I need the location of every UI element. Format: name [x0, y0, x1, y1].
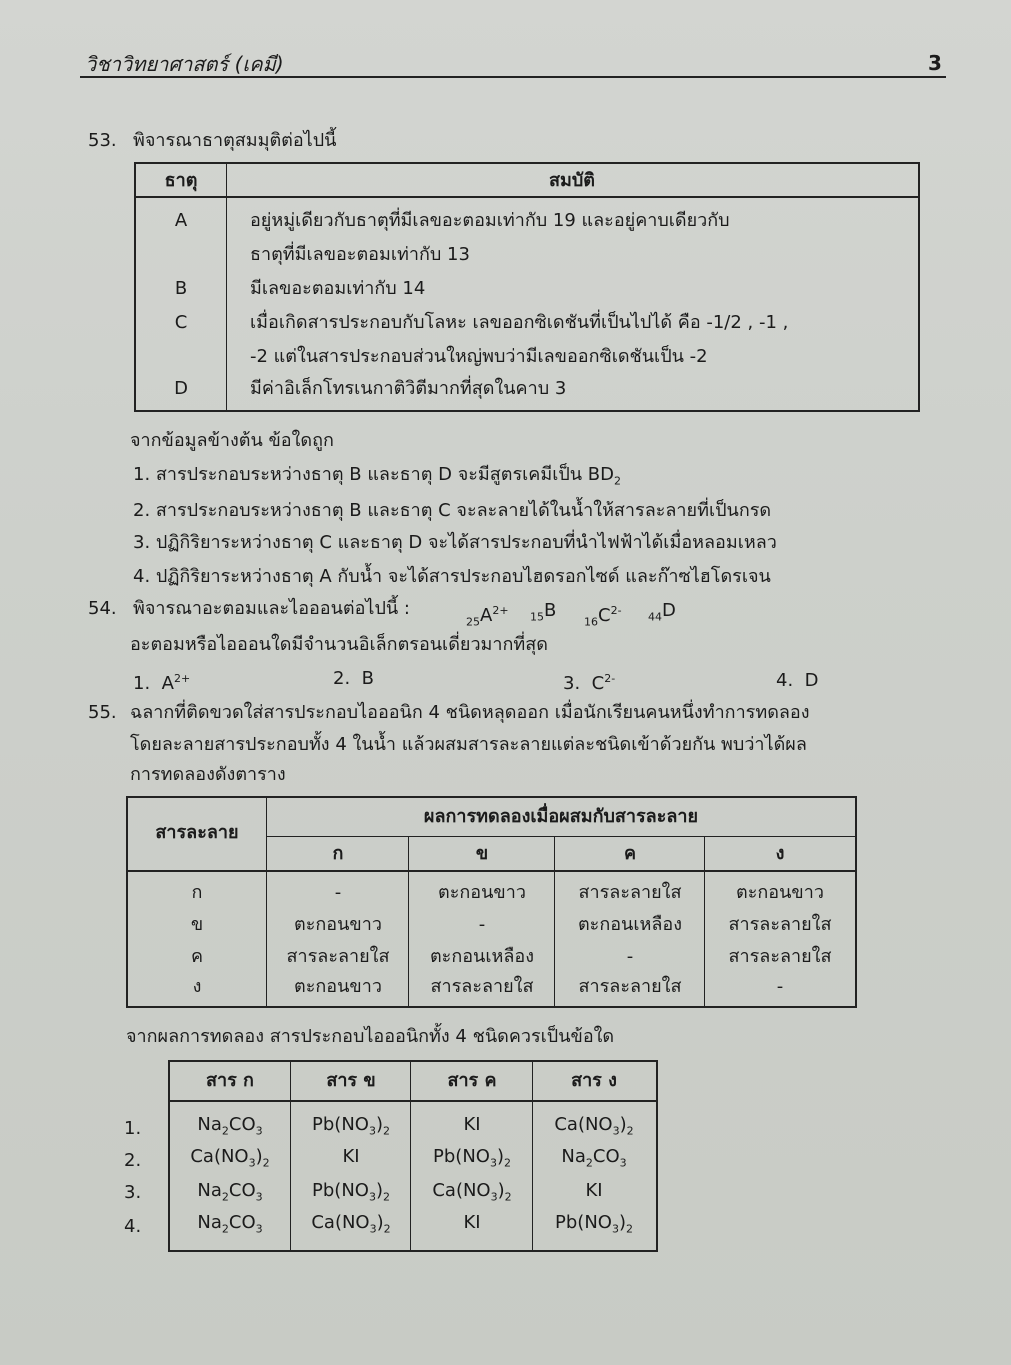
q53-choice-4: 4. ปฏิกิริยาระหว่างธาตุ A กับน้ำ จะได้สารประกอบไฮดรอกไซด์ และก๊าซไฮโดรเจน — [133, 566, 771, 587]
q55-results-col-ngo: ง — [775, 843, 785, 864]
q55-line1: ฉลากที่ติดขวดใส่สารประกอบไอออนิก 4 ชนิดหลุดออก เมื่อนักเรียนคนหนึ่งทำการทดลอง — [130, 702, 810, 723]
q55-answer-col-rule-3 — [532, 1060, 533, 1250]
q53-choice-2: 2. สารประกอบระหว่างธาตุ B และธาตุ C จะละลายได้ในน้ำให้สารละลายที่เป็นกรด — [133, 500, 772, 521]
q55-answer-row-number: 2. — [124, 1150, 142, 1171]
q55-results-col-kho-khwai: ค — [623, 843, 637, 864]
q55-results-cell: ตะกอนเหลือง — [429, 946, 535, 967]
q53-number: 53. — [88, 130, 117, 151]
q55-answer-formula: KI — [463, 1114, 481, 1135]
q55-results-cell: สารละลายใส — [728, 946, 832, 967]
q55-results-group-rule — [266, 836, 855, 837]
q55-answer-col-ko: สาร ก — [206, 1070, 254, 1091]
q55-results-col-rule-2 — [554, 836, 555, 1006]
q55-lead: จากผลการทดลอง สารประกอบไอออนิกทั้ง 4 ชนิดควรเป็นข้อใด — [126, 1026, 615, 1047]
q53-row-C-element: C — [174, 312, 188, 333]
q55-results-cell: - — [334, 882, 342, 903]
q54-choice-1: 1. $A^{2+}$ — [133, 672, 191, 694]
q53-row-C-line2: -2 แต่ในสารประกอบส่วนใหญ่พบว่ามีเลขออกซิเดชันเป็น -2 — [250, 346, 708, 367]
q55-results-cell: - — [478, 914, 486, 935]
q55-answer-formula: $Pb(NO_3)_2$ — [433, 1146, 511, 1170]
q55-results-cell: ตะกอนขาว — [736, 882, 824, 903]
q53-lead: จากข้อมูลข้างต้น ข้อใดถูก — [130, 430, 334, 451]
q55-answer-formula: $Ca(NO_3)_2$ — [554, 1114, 634, 1138]
q55-results-col-kho: ข — [475, 843, 489, 864]
page-number: 3 — [928, 51, 942, 75]
q54-line2: อะตอมหรือไอออนใดมีจำนวนอิเล็กตรอนเดี่ยวมากที่สุด — [130, 634, 548, 655]
q55-results-grouphead: ผลการทดลองเมื่อผสมกับสารละลาย — [423, 806, 699, 827]
q54-number: 54. — [88, 598, 117, 619]
q55-results-cell: สารละลายใส — [286, 946, 390, 967]
q55-results-col-rule-1 — [408, 836, 409, 1006]
q54-species-C: $_{16}C^{2-}$ — [584, 604, 622, 629]
q55-answer-formula: $Ca(NO_3)_2$ — [190, 1146, 270, 1170]
q53-row-A-line2: ธาตุที่มีเลขอะตอมเท่ากับ 13 — [250, 244, 470, 265]
q55-results-row-label: ง — [192, 976, 202, 997]
q55-results-header-rule — [126, 870, 855, 872]
q53-row-A-element: A — [174, 210, 188, 231]
q54-species-B: $_{15}$B — [530, 600, 557, 624]
q55-answer-formula: $Na_2CO_3$ — [197, 1212, 263, 1236]
q55-number: 55. — [88, 702, 117, 723]
q55-answer-header-rule — [168, 1100, 656, 1102]
q53-table-header-rule — [134, 196, 918, 198]
q55-results-cell: - — [776, 976, 784, 997]
subject-title: วิชาวิทยาศาสตร์ (เคมี) — [85, 52, 284, 76]
q55-results-cell: ตะกอนเหลือง — [577, 914, 683, 935]
q55-answer-formula: $Na_2CO_3$ — [561, 1146, 627, 1170]
q55-answer-formula: $Pb(NO_3)_2$ — [312, 1114, 390, 1138]
q55-results-cell: สารละลายใส — [430, 976, 534, 997]
q53-row-D-line1: มีค่าอิเล็กโทรเนกาติวิตีมากที่สุดในคาบ 3 — [250, 378, 567, 399]
q53-choice-1: 1. สารประกอบระหว่างธาตุ B และธาตุ D จะมีสูตรเคมีเป็น $BD_2$ — [133, 464, 622, 488]
q53-row-B-line1: มีเลขอะตอมเท่ากับ 14 — [250, 278, 426, 299]
q55-results-rowhead: สารละลาย — [155, 822, 239, 843]
q53-row-B-element: B — [174, 278, 188, 299]
q55-results-col-ko: ก — [332, 843, 344, 864]
q55-answer-formula: KI — [342, 1146, 360, 1167]
q55-results-cell: - — [626, 946, 634, 967]
q53-choice-3: 3. ปฏิกิริยาระหว่างธาตุ C และธาตุ D จะได้สารประกอบที่นำไฟฟ้าได้เมื่อหลอมเหลว — [133, 532, 777, 553]
q54-species-A: $_{25}A^{2+}$ — [466, 604, 509, 629]
q55-answer-col-kho: สาร ข — [326, 1070, 376, 1091]
q55-results-cell: ตะกอนขาว — [294, 976, 382, 997]
q55-answer-formula: KI — [585, 1180, 603, 1201]
q55-answer-formula: $Ca(NO_3)_2$ — [432, 1180, 512, 1204]
q55-results-col-rule-3 — [704, 836, 705, 1006]
q55-answer-formula: KI — [463, 1212, 481, 1233]
q55-results-cell: สารละลายใส — [578, 976, 682, 997]
header-rule — [80, 76, 946, 78]
q54-choice-4: 4. D — [776, 670, 819, 691]
q53-col-element: ธาตุ — [164, 170, 198, 191]
q54-choice-3: 3. $C^{2-}$ — [563, 672, 616, 694]
q53-row-A-line1: อยู่หมู่เดียวกับธาตุที่มีเลขอะตอมเท่ากับ 19 และอยู่คาบเดียวกับ — [250, 210, 730, 231]
q55-answer-formula: $Pb(NO_3)_2$ — [555, 1212, 633, 1236]
q55-results-rowhead-rule — [266, 796, 267, 1006]
q55-results-row-label: ก — [191, 882, 203, 903]
q55-answer-formula: $Ca(NO_3)_2$ — [311, 1212, 391, 1236]
q55-answer-formula: $Pb(NO_3)_2$ — [312, 1180, 390, 1204]
q55-answer-col-rule-1 — [290, 1060, 291, 1250]
q55-line3: การทดลองดังตาราง — [130, 764, 286, 785]
q53-row-D-element: D — [174, 378, 188, 399]
q53-col-property: สมบัติ — [549, 170, 595, 191]
q53-row-C-line1: เมื่อเกิดสารประกอบกับโลหะ เลขออกซิเดชันที่เป็นไปได้ คือ -1/2 , -1 , — [250, 312, 789, 333]
q55-answer-row-number: 4. — [124, 1216, 142, 1237]
q54-species-D: $_{44}$D — [648, 600, 676, 624]
q55-results-cell: ตะกอนขาว — [438, 882, 526, 903]
q55-answer-formula: $Na_2CO_3$ — [197, 1180, 263, 1204]
q55-results-cell: ตะกอนขาว — [294, 914, 382, 935]
q54-stem: พิจารณาอะตอมและไอออนต่อไปนี้ : — [133, 598, 410, 619]
q55-answer-formula: $Na_2CO_3$ — [197, 1114, 263, 1138]
q55-line2: โดยละลายสารประกอบทั้ง 4 ในน้ำ แล้วผสมสารละลายแต่ละชนิดเข้าด้วยกัน พบว่าได้ผล — [130, 734, 807, 755]
q55-answer-col-rule-2 — [410, 1060, 411, 1250]
q55-results-cell: สารละลายใส — [578, 882, 682, 903]
q55-answer-row-number: 3. — [124, 1182, 142, 1203]
q55-results-row-label: ค — [190, 946, 204, 967]
q54-choice-2: 2. B — [333, 668, 374, 689]
q53-table-col-rule — [226, 162, 227, 410]
q55-results-row-label: ข — [190, 914, 204, 935]
q55-answer-row-number: 1. — [124, 1118, 142, 1139]
q55-results-cell: สารละลายใส — [728, 914, 832, 935]
q55-answer-col-kho-khwai: สาร ค — [447, 1070, 497, 1091]
q53-stem: พิจารณาธาตุสมมุติต่อไปนี้ — [133, 130, 337, 151]
q55-answer-col-ngo: สาร ง — [571, 1070, 617, 1091]
